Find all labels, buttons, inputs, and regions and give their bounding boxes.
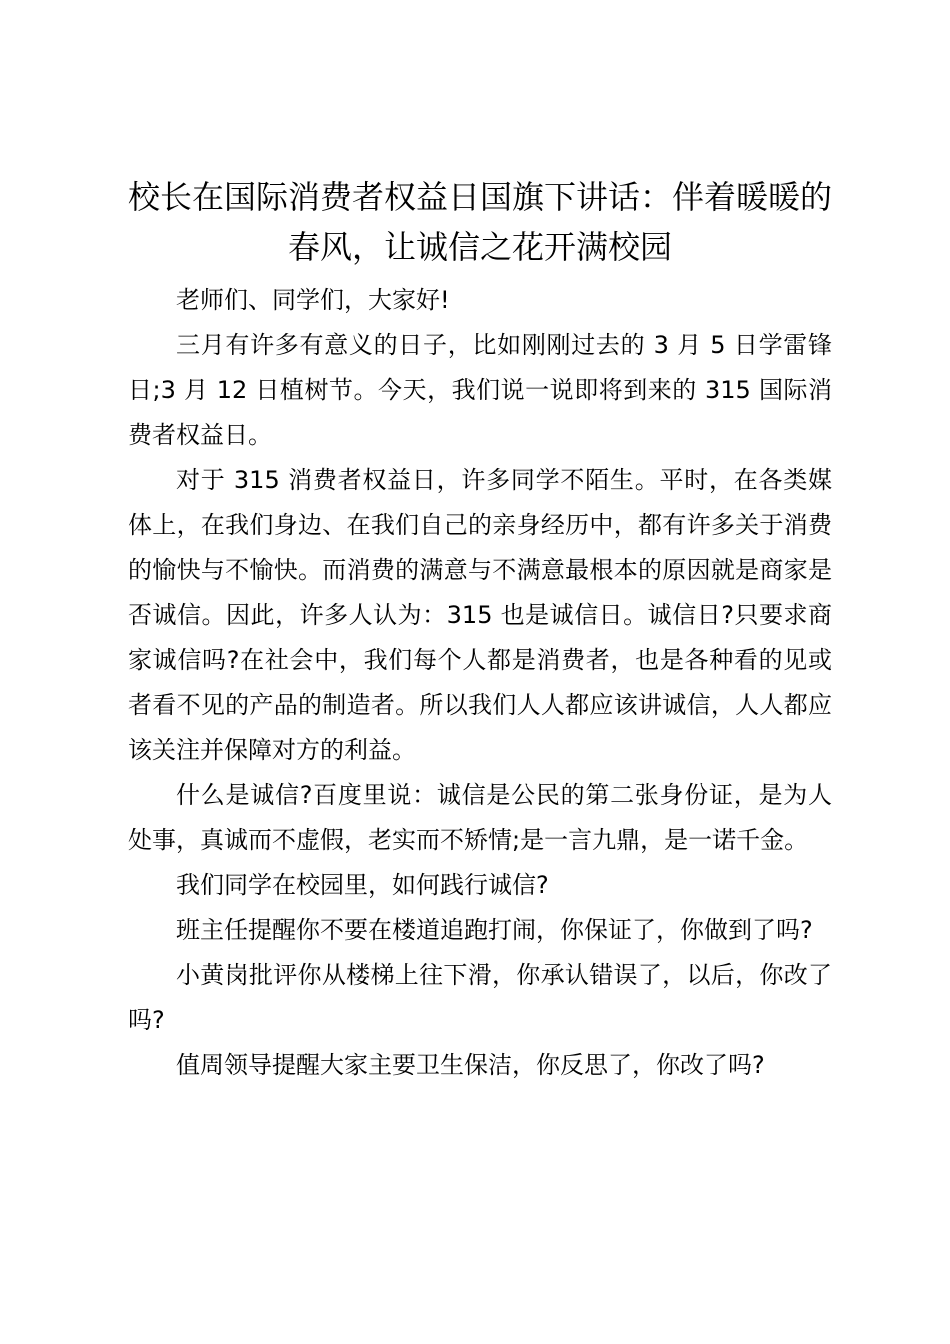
paragraph-greeting: 老师们、同学们，大家好! xyxy=(176,286,450,314)
paragraph-teacher-reminder: 班主任提醒你不要在楼道追跑打闹，你保证了，你做到了吗? xyxy=(176,916,813,944)
document-title: 校长在国际消费者权益日国旗下讲话：伴着暖暖的春风，让诚信之花开满校园 xyxy=(128,178,833,266)
paragraph-monitor-criticism: 小黄岗批评你从楼梯上往下滑，你承认错误了，以后，你改了吗? xyxy=(128,961,832,1034)
paragraph-duty-leader: 值周领导提醒大家主要卫生保洁，你反思了，你改了吗? xyxy=(176,1051,765,1079)
document-body xyxy=(128,172,832,1088)
paragraph-consumer-day: 对于 315 消费者权益日，许多同学不陌生。平时，在各类媒体上，在我们身边、在我们自己的亲身经历中，都有许多关于消费的愉快与不愉快。而消费的满意与不满意最根本的原因就是商家是否诚信。因此，许多人认为：315 也是诚信日。诚信日?只要求商家诚信吗?在社会中，我们每个人都是消费者，也是各种看的见或者看不见的产品的制造者。所以我们人人都应该讲诚信，人人都应该关注并保障对方的利益。 xyxy=(128,466,832,764)
paragraph-what-is-integrity: 什么是诚信?百度里说：诚信是公民的第二张身份证，是为人处事，真诚而不虚假，老实而不矫情;是一言九鼎，是一诺千金。 xyxy=(128,781,832,854)
paragraph-march-days: 三月有许多有意义的日子，比如刚刚过去的 3 月 5 日学雷锋日;3 月 12 日植树节。今天，我们说一说即将到来的 315 国际消费者权益日。 xyxy=(128,331,832,449)
paragraph-how-to-practice: 我们同学在校园里，如何践行诚信? xyxy=(176,871,549,899)
